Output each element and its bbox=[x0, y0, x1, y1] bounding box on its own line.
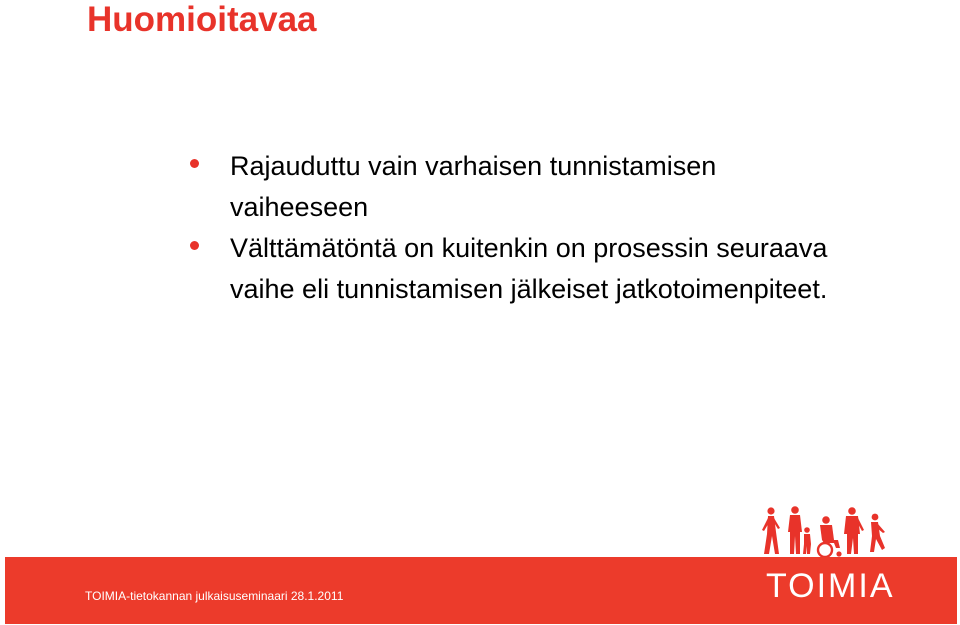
bullet-item bbox=[190, 146, 830, 228]
bullet-list bbox=[190, 146, 830, 310]
toimia-logo: TOIMIA bbox=[766, 567, 895, 605]
bullet-dot-icon bbox=[190, 241, 199, 250]
footer-text: TOIMIA-tietokannan julkaisuseminaari 28.1.2011 bbox=[85, 589, 344, 603]
bullet-text: Rajauduttu vain varhaisen tunnistamisen vaiheeseen bbox=[230, 151, 717, 222]
people-figures-icon bbox=[758, 506, 888, 560]
bullet-text: Välttämätöntä on kuitenkin on prosessin seuraava vaihe eli tunnistamisen jälkeiset jatkotoimenpiteet. bbox=[230, 233, 828, 304]
bullet-item bbox=[190, 228, 830, 310]
bullet-dot-icon bbox=[190, 159, 199, 168]
slide-title: Huomioitavaa bbox=[87, 0, 317, 39]
